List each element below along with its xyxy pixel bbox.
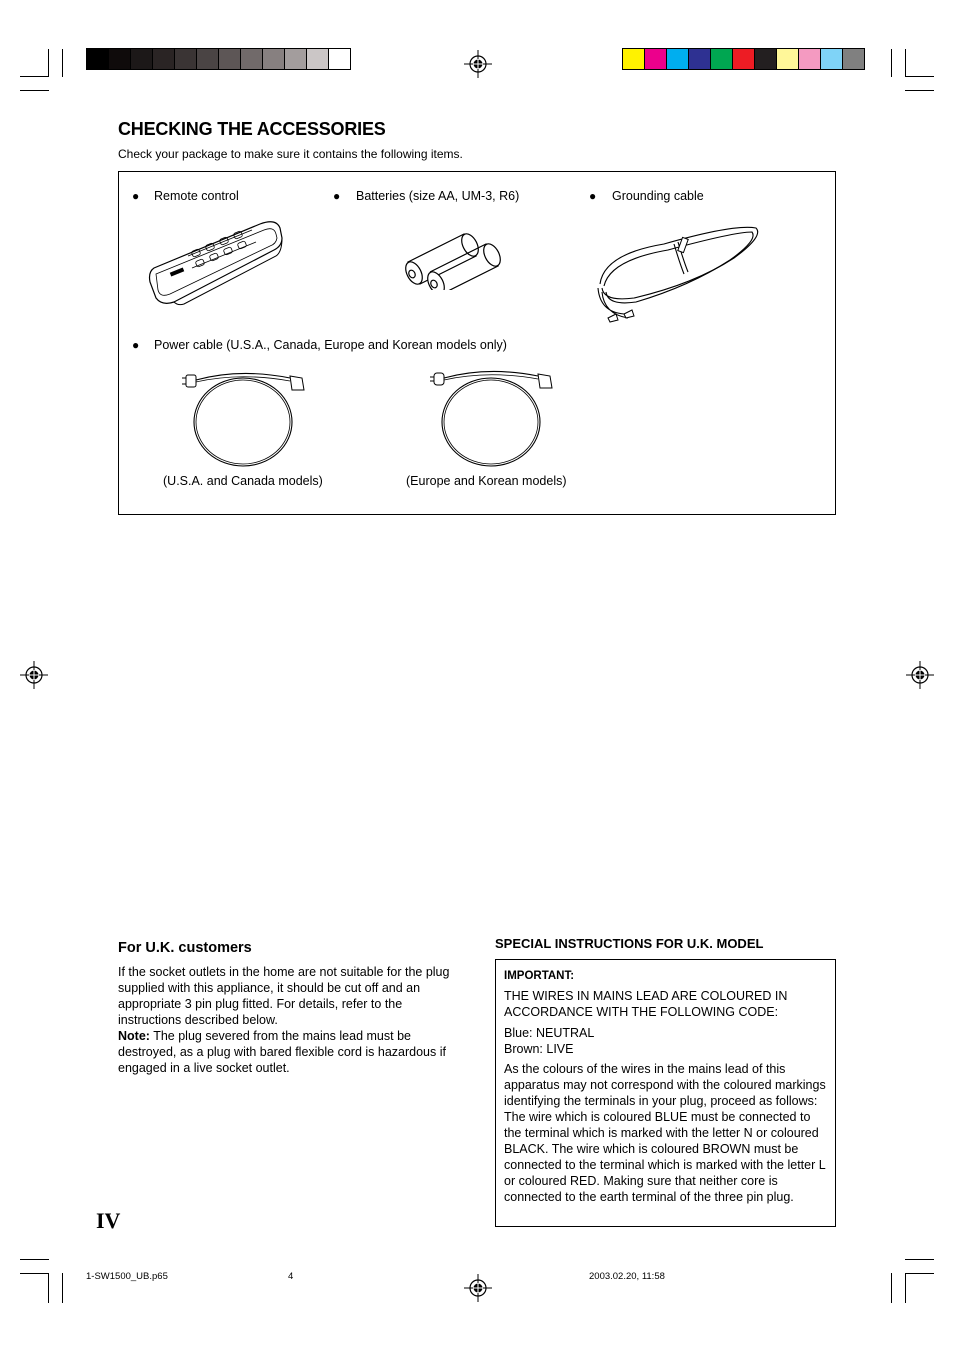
uk-body-text: If the socket outlets in the home are not suitable for the plug supplied with this appliance, it should be cut off and an appropriate 3 pin plug fitted. For details, refer to the instructions described below. bbox=[118, 965, 450, 1027]
grounding-cable-illustration bbox=[594, 214, 764, 326]
crop-mark bbox=[905, 76, 934, 77]
color-swatch bbox=[645, 49, 667, 69]
color-swatch bbox=[755, 49, 777, 69]
color-swatch bbox=[843, 49, 864, 69]
color-swatch bbox=[821, 49, 843, 69]
crop-mark bbox=[20, 1259, 49, 1260]
footer-filename: 1-SW1500_UB.p65 bbox=[86, 1271, 168, 1282]
note-label: Note: bbox=[118, 1029, 150, 1043]
color-swatch bbox=[329, 49, 350, 69]
color-swatch bbox=[799, 49, 821, 69]
crop-mark bbox=[20, 90, 49, 91]
usa-power-cable-illustration bbox=[180, 366, 312, 470]
footer-page: 4 bbox=[288, 1271, 294, 1282]
color-calibration-strip bbox=[622, 48, 865, 70]
blue-neutral-text: Blue: NEUTRAL bbox=[504, 1026, 595, 1040]
color-swatch bbox=[109, 49, 131, 69]
intro-text: Check your package to make sure it contains the following items. bbox=[118, 147, 463, 161]
instructions-text: As the colours of the wires in the mains lead of this apparatus may not correspond with the coloured markings identifying the terminals in your plug, proceed as follows: The wire which is coloured BLUE must be connected to the terminal which is marked with the letter N or coloured BLACK. The wire which is coloured BROWN must be connected to the terminal which is marked with the letter L or coloured RED. Making sure that neither core is connected to the earth terminal of the three pin plug. bbox=[504, 1062, 826, 1204]
uk-customers-text bbox=[118, 964, 468, 1076]
registration-target-icon bbox=[20, 661, 48, 689]
color-swatch bbox=[689, 49, 711, 69]
crop-mark bbox=[48, 1273, 49, 1303]
europe-caption: (Europe and Korean models) bbox=[406, 474, 567, 488]
footer-date: 2003.02.20, 11:58 bbox=[589, 1271, 665, 1282]
grayscale-calibration-strip bbox=[86, 48, 351, 70]
remote-control-illustration bbox=[148, 216, 288, 308]
crop-mark bbox=[891, 1273, 892, 1303]
crop-mark bbox=[905, 1273, 906, 1303]
color-swatch bbox=[241, 49, 263, 69]
crop-mark bbox=[905, 1259, 934, 1260]
color-swatch bbox=[153, 49, 175, 69]
color-swatch bbox=[285, 49, 307, 69]
crop-mark bbox=[891, 49, 892, 77]
crop-mark bbox=[905, 49, 906, 77]
remote-control-label: Remote control bbox=[154, 189, 239, 203]
bullet-icon: ● bbox=[589, 189, 597, 203]
usa-caption: (U.S.A. and Canada models) bbox=[163, 474, 323, 488]
bullet-icon: ● bbox=[333, 189, 341, 203]
color-swatch bbox=[667, 49, 689, 69]
color-swatch bbox=[131, 49, 153, 69]
batteries-illustration bbox=[398, 226, 508, 290]
page-number: IV bbox=[96, 1208, 121, 1233]
power-cable-label: Power cable (U.S.A., Canada, Europe and Korean models only) bbox=[154, 338, 507, 352]
grounding-cable-label: Grounding cable bbox=[612, 189, 704, 203]
registration-target-icon bbox=[464, 50, 492, 78]
color-swatch bbox=[263, 49, 285, 69]
page-title: CHECKING THE ACCESSORIES bbox=[118, 119, 386, 139]
color-swatch bbox=[219, 49, 241, 69]
important-label: IMPORTANT: bbox=[504, 970, 575, 982]
registration-target-icon bbox=[464, 1274, 492, 1302]
crop-mark bbox=[905, 1273, 934, 1274]
color-swatch bbox=[623, 49, 645, 69]
special-instructions-heading: SPECIAL INSTRUCTIONS FOR U.K. MODEL bbox=[495, 936, 764, 951]
color-swatch bbox=[87, 49, 109, 69]
bullet-icon: ● bbox=[132, 189, 140, 203]
note-text: The plug severed from the mains lead must be destroyed, as a plug with bared flexible cord is hazardous if engaged in a live socket outlet. bbox=[118, 1029, 446, 1075]
crop-mark bbox=[20, 76, 49, 77]
brown-live-text: Brown: LIVE bbox=[504, 1042, 574, 1056]
crop-mark bbox=[905, 90, 934, 91]
color-swatch bbox=[307, 49, 329, 69]
batteries-label: Batteries (size AA, UM-3, R6) bbox=[356, 189, 520, 203]
color-swatch bbox=[175, 49, 197, 69]
color-swatch bbox=[777, 49, 799, 69]
europe-power-cable-illustration bbox=[428, 364, 560, 468]
special-instructions-box bbox=[495, 959, 836, 1227]
crop-mark bbox=[62, 1273, 63, 1303]
crop-mark bbox=[48, 49, 49, 77]
color-swatch bbox=[711, 49, 733, 69]
color-swatch bbox=[733, 49, 755, 69]
registration-target-icon bbox=[906, 661, 934, 689]
crop-mark bbox=[62, 49, 63, 77]
wires-text: THE WIRES IN MAINS LEAD ARE COLOURED IN ACCORDANCE WITH THE FOLLOWING CODE: bbox=[504, 989, 788, 1019]
bullet-icon: ● bbox=[132, 338, 140, 352]
crop-mark bbox=[20, 1273, 49, 1274]
uk-customers-heading: For U.K. customers bbox=[118, 940, 252, 956]
color-swatch bbox=[197, 49, 219, 69]
